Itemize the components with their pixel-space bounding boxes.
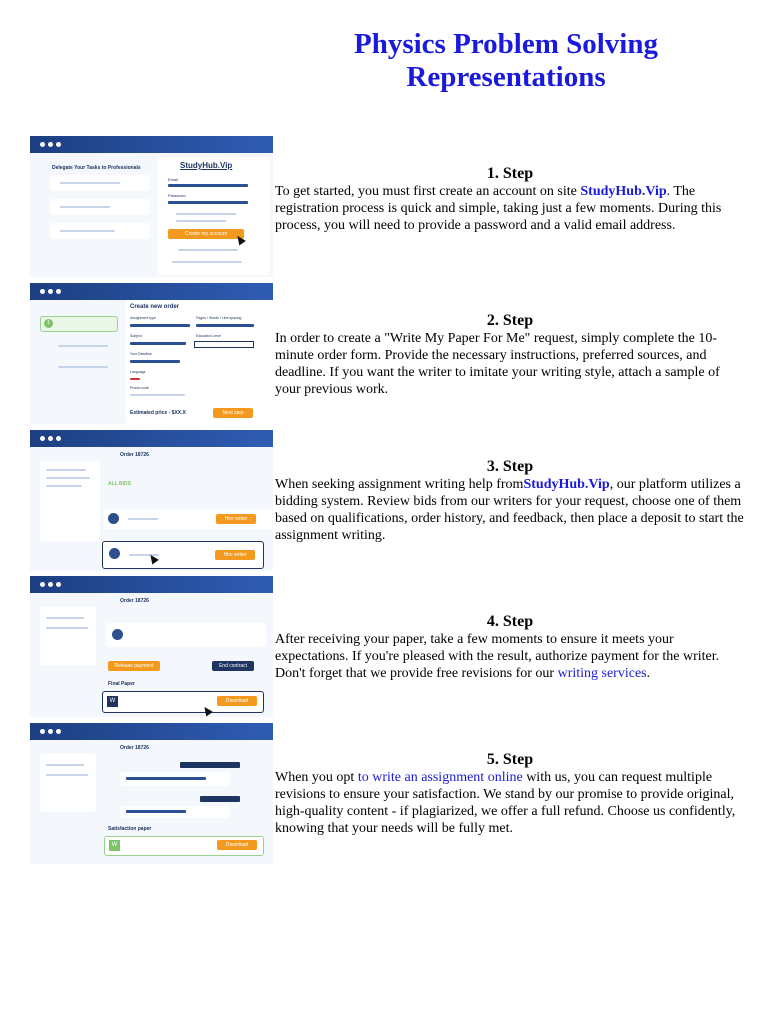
chat-message-in — [120, 806, 230, 818]
chat-message-in — [120, 772, 230, 786]
feature-card — [50, 175, 150, 191]
step-text: After receiving your paper, take a few moments to ensure it meets your expectations. If you're pleased with the result, authorize payment for the writer. Don't forget that we provide free revisions for our writing services. — [275, 632, 720, 681]
window-dot-icon — [40, 289, 45, 294]
step-text: When you opt to write an assignment online with us, you can request multiple revisions to ensure your satisfaction. We stand by our promise to provide original, high-quality content - if plagiarized, we offer a full refund. Choose us confidently, knowing that your needs will be fully met. — [275, 770, 736, 836]
step-heading: 2. Step — [486, 312, 534, 329]
estimated-price: Estimated price - $XX.X — [130, 410, 186, 416]
step-text: When seeking assignment writing help fromStudyHub.Vip, our platform utilizes a bidding system. Review bids from our writers for your request, choose one of them based on qualifications, order history, and feedback, then place a deposit to start the assignment writing. — [275, 477, 744, 543]
step-heading: 3. Step — [486, 458, 534, 475]
order-title: Order 18726 — [120, 598, 149, 604]
window-dot-icon — [48, 582, 53, 587]
order-title: Order 18726 — [120, 452, 149, 458]
signup-form — [158, 157, 270, 275]
download-button[interactable]: Download — [217, 840, 257, 850]
window-bar — [30, 576, 273, 593]
screen-heading: Delegate Your Tasks to Professionals — [52, 165, 141, 171]
window-dot-icon — [40, 729, 45, 734]
write-assignment-link[interactable]: to write an assignment online — [357, 770, 523, 785]
screenshot-order-form — [30, 283, 273, 424]
writer-avatar — [109, 548, 120, 559]
window-bar — [30, 283, 273, 300]
step-2 — [275, 311, 745, 398]
bid-card[interactable] — [104, 509, 272, 529]
chat-message-out — [180, 762, 240, 768]
window-bar — [30, 136, 273, 153]
window-dot-icon — [40, 582, 45, 587]
education-level-select[interactable] — [194, 341, 254, 348]
step-4 — [275, 612, 745, 682]
feature-card — [50, 199, 150, 215]
satisfaction-paper-label: Satisfaction paper — [108, 826, 152, 832]
screenshot-bids — [30, 430, 273, 571]
window-dot-icon — [56, 142, 61, 147]
window-dot-icon — [56, 436, 61, 441]
feature-card — [50, 223, 150, 239]
step-heading: 5. Step — [486, 751, 534, 768]
window-dot-icon — [56, 729, 61, 734]
password-label: Password — [168, 193, 186, 198]
writer-avatar — [108, 513, 119, 524]
writer-avatar — [112, 629, 123, 640]
cursor-icon — [201, 705, 213, 717]
writing-services-link[interactable]: writing services — [557, 666, 647, 681]
window-dot-icon — [40, 142, 45, 147]
window-bar — [30, 430, 273, 447]
screenshot-revisions — [30, 723, 273, 864]
subject-select[interactable] — [130, 342, 186, 345]
window-bar — [30, 723, 273, 740]
hire-writer-button[interactable]: Hire writer — [215, 550, 255, 560]
email-label: Email — [168, 177, 179, 182]
window-dot-icon — [48, 729, 53, 734]
step-text: To get started, you must first create an account on site StudyHub.Vip. The registration process is quick and simple, taking just a few moments. During this process, you will need to provide a password and a valid email address. — [275, 184, 722, 233]
window-dot-icon — [48, 289, 53, 294]
brand-logo: StudyHub.Vip — [180, 161, 233, 170]
order-step-active[interactable]: 1 — [40, 316, 118, 332]
order-sidebar — [40, 754, 96, 812]
final-paper-label: Final Paper — [108, 681, 135, 687]
word-file-icon: W — [107, 696, 118, 707]
step-heading: 1. Step — [486, 165, 534, 182]
release-payment-button[interactable]: Release payment — [108, 661, 160, 671]
window-dot-icon — [48, 436, 53, 441]
bid-card-selected[interactable] — [102, 541, 264, 569]
email-field[interactable] — [168, 184, 248, 187]
window-dot-icon — [56, 289, 61, 294]
screenshot-registration — [30, 136, 273, 277]
cursor-icon — [234, 234, 246, 246]
step-text: In order to create a "Write My Paper For Me" request, simply complete the 10-minute order form. Provide the necessary instructions, preferred sources, and deadline. If you want the writer to imitate your writing style, attach a sample of your previous work. — [275, 331, 720, 397]
satisfaction-paper-file[interactable] — [104, 836, 264, 856]
page-title: Physics Problem Solving Representations — [354, 28, 658, 93]
bids-label: ALL BIDS — [108, 481, 131, 487]
hire-writer-button[interactable]: Hire writer — [216, 514, 256, 524]
order-form: Create new order Assignment type Pages / Words / Line spacing Subject Education Level Your Deadline Language Promo code Estimated price - $XX.X Next step — [126, 300, 273, 424]
window-dot-icon — [48, 142, 53, 147]
step-heading: 4. Step — [486, 613, 534, 630]
studyhub-link[interactable]: StudyHub.Vip — [580, 184, 667, 199]
deadline-picker[interactable] — [130, 360, 180, 363]
next-step-button[interactable]: Next step — [213, 408, 253, 418]
step-1 — [275, 164, 745, 234]
order-sidebar — [40, 607, 96, 665]
word-file-icon: W — [109, 840, 120, 851]
window-dot-icon — [40, 436, 45, 441]
assignment-type-select[interactable] — [130, 324, 190, 327]
download-button[interactable]: Download — [217, 696, 257, 706]
screenshot-review — [30, 576, 273, 717]
form-heading: Create new order — [130, 304, 180, 310]
studyhub-link[interactable]: StudyHub.Vip — [523, 477, 610, 492]
chat-message-out — [200, 796, 240, 802]
promo-code-input[interactable] — [130, 394, 185, 396]
create-account-button[interactable]: Create my account — [168, 229, 244, 239]
final-paper-file[interactable] — [102, 691, 264, 713]
end-contract-button[interactable]: End contract — [212, 661, 254, 671]
window-dot-icon — [56, 582, 61, 587]
pages-stepper[interactable] — [196, 324, 254, 327]
password-field[interactable] — [168, 201, 248, 204]
order-sidebar — [40, 461, 100, 541]
writer-card — [106, 623, 266, 647]
order-title: Order 18726 — [120, 745, 149, 751]
step-3 — [275, 457, 745, 544]
step-5 — [275, 750, 745, 837]
